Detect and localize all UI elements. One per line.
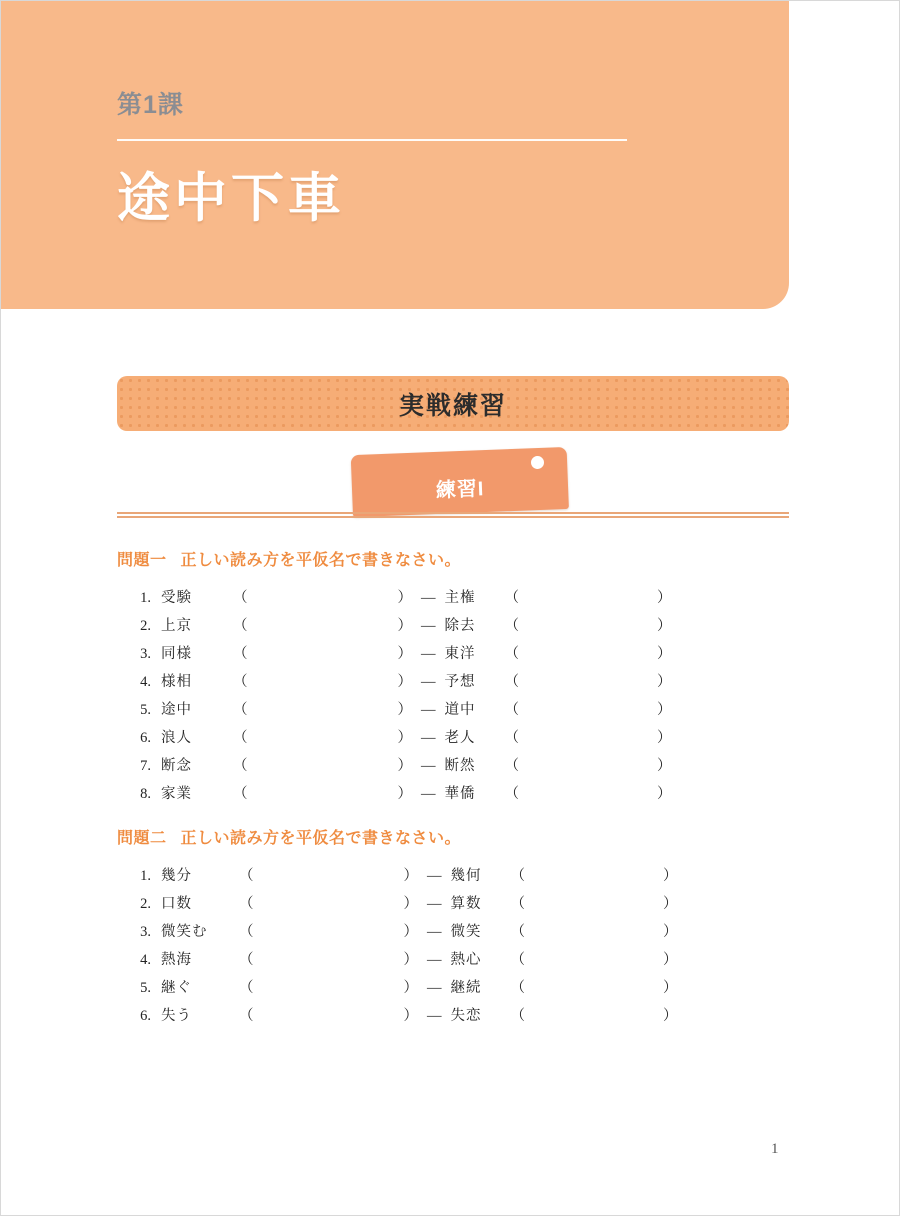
item-index: 5.	[140, 980, 151, 996]
list-item	[117, 948, 789, 976]
item-word-a: 家業	[161, 786, 192, 802]
item-word-a: 継ぐ	[161, 980, 192, 996]
practice-tab	[353, 451, 569, 513]
item-index: 4.	[140, 952, 151, 968]
dash-separator: —	[421, 730, 436, 746]
lesson-number: 第1課	[117, 91, 184, 119]
paren-close: ）	[403, 924, 418, 940]
section-banner	[117, 376, 789, 431]
item-word-b: 老人	[444, 730, 476, 746]
paren-close: ）	[397, 730, 412, 746]
section-double-rule	[117, 512, 789, 518]
paren-open: （	[233, 590, 248, 606]
dash-separator: —	[421, 702, 436, 718]
paren-open: （	[239, 980, 254, 996]
rule-line-bottom	[117, 516, 789, 518]
item-index: 8.	[140, 786, 151, 802]
item-word-b: 予想	[444, 674, 476, 690]
exercise-2-number: 問題二	[117, 830, 167, 847]
paren-close: ）	[663, 924, 678, 940]
paren-open: （	[239, 924, 254, 940]
item-word-b: 幾何	[450, 868, 482, 884]
paren-open: （	[504, 758, 519, 774]
dash-separator: —	[427, 924, 442, 940]
paren-close: ）	[397, 674, 412, 690]
paren-close: ）	[657, 758, 672, 774]
dash-separator: —	[427, 980, 442, 996]
paren-open: （	[239, 868, 254, 884]
item-word-a: 途中	[161, 702, 192, 718]
exercise-1-heading	[117, 547, 789, 570]
paren-open: （	[233, 618, 248, 634]
item-word-a: 微笑む	[161, 924, 208, 940]
list-item	[117, 864, 789, 892]
list-item	[117, 782, 789, 810]
list-item	[117, 726, 789, 754]
paren-open: （	[504, 674, 519, 690]
list-item	[117, 614, 789, 642]
item-word-a: 幾分	[161, 868, 192, 884]
practice-tab-label: 練習I	[435, 477, 485, 502]
list-item	[117, 920, 789, 948]
paren-open: （	[510, 952, 525, 968]
paren-open: （	[239, 952, 254, 968]
item-word-b: 断然	[444, 758, 476, 774]
item-word-a: 様相	[161, 674, 192, 690]
paren-open: （	[504, 618, 519, 634]
dash-separator: —	[421, 646, 436, 662]
list-item	[117, 642, 789, 670]
list-item	[117, 892, 789, 920]
dash-separator: —	[427, 952, 442, 968]
paren-close: ）	[403, 1008, 418, 1024]
paren-close: ）	[657, 730, 672, 746]
item-index: 4.	[140, 674, 151, 690]
paren-close: ）	[403, 868, 418, 884]
paren-open: （	[504, 590, 519, 606]
item-word-b: 除去	[444, 618, 476, 634]
exercise-block-2	[117, 825, 789, 1032]
paren-open: （	[504, 646, 519, 662]
item-index: 6.	[140, 730, 151, 746]
item-word-b: 道中	[444, 702, 476, 718]
dash-separator: —	[421, 786, 436, 802]
item-word-b: 東洋	[444, 646, 476, 662]
paren-close: ）	[663, 1008, 678, 1024]
exercise-2-heading	[117, 825, 789, 848]
item-word-a: 受験	[161, 590, 192, 606]
section-banner-label: 実戦練習	[398, 391, 507, 420]
item-index: 6.	[140, 1008, 151, 1024]
dash-separator: —	[421, 618, 436, 634]
paren-open: （	[510, 924, 525, 940]
page-number: 1	[771, 1141, 779, 1157]
paren-open: （	[504, 730, 519, 746]
item-word-a: 熱海	[161, 952, 192, 968]
item-index: 2.	[140, 618, 151, 634]
paren-close: ）	[397, 590, 412, 606]
lesson-title: 途中下車	[117, 169, 345, 228]
paren-open: （	[239, 1008, 254, 1024]
paren-close: ）	[663, 952, 678, 968]
paren-close: ）	[403, 896, 418, 912]
list-item	[117, 1004, 789, 1032]
item-word-b: 失恋	[450, 1008, 482, 1024]
paren-open: （	[510, 980, 525, 996]
paren-open: （	[510, 896, 525, 912]
item-word-b: 算数	[450, 896, 482, 912]
item-index: 7.	[140, 758, 151, 774]
paren-close: ）	[663, 868, 678, 884]
paren-close: ）	[657, 590, 672, 606]
paren-close: ）	[657, 618, 672, 634]
item-index: 1.	[140, 590, 151, 606]
dash-separator: —	[421, 674, 436, 690]
paren-close: ）	[397, 702, 412, 718]
item-index: 5.	[140, 702, 151, 718]
item-index: 3.	[140, 924, 151, 940]
exercise-2-instruction: 正しい読み方を平仮名で書きなさい。	[180, 830, 462, 847]
list-item	[117, 976, 789, 1004]
paren-close: ）	[657, 702, 672, 718]
paren-open: （	[233, 674, 248, 690]
paren-close: ）	[403, 952, 418, 968]
paren-close: ）	[657, 674, 672, 690]
paren-open: （	[510, 868, 525, 884]
paren-close: ）	[397, 618, 412, 634]
dash-separator: —	[427, 896, 442, 912]
dash-separator: —	[427, 1008, 442, 1024]
paren-close: ）	[397, 646, 412, 662]
paren-open: （	[233, 758, 248, 774]
exercise-2-items	[117, 864, 789, 1032]
paren-open: （	[510, 1008, 525, 1024]
paren-open: （	[233, 786, 248, 802]
list-item	[117, 698, 789, 726]
rule-line-top	[117, 512, 789, 514]
paren-close: ）	[403, 980, 418, 996]
item-index: 2.	[140, 896, 151, 912]
list-item	[117, 670, 789, 698]
paren-open: （	[239, 896, 254, 912]
list-item	[117, 586, 789, 614]
item-word-b: 華僑	[444, 786, 476, 802]
item-word-b: 熱心	[450, 952, 482, 968]
list-item	[117, 754, 789, 782]
exercise-1-instruction: 正しい読み方を平仮名で書きなさい。	[180, 552, 462, 569]
item-word-a: 口数	[161, 896, 192, 912]
item-word-a: 浪人	[161, 730, 192, 746]
item-index: 3.	[140, 646, 151, 662]
item-word-a: 上京	[161, 618, 192, 634]
item-word-a: 同様	[161, 646, 192, 662]
paren-open: （	[233, 730, 248, 746]
dash-separator: —	[421, 590, 436, 606]
exercise-block-1	[117, 547, 789, 810]
item-word-b: 継続	[450, 980, 482, 996]
item-word-a: 断念	[161, 758, 192, 774]
dash-separator: —	[421, 758, 436, 774]
paren-close: ）	[397, 786, 412, 802]
paren-open: （	[233, 702, 248, 718]
item-word-b: 微笑	[450, 924, 482, 940]
exercise-1-number: 問題一	[117, 552, 167, 569]
lesson-header-band	[1, 1, 789, 309]
paren-open: （	[233, 646, 248, 662]
paren-open: （	[504, 702, 519, 718]
exercise-1-items	[117, 586, 789, 810]
paren-close: ）	[657, 786, 672, 802]
item-word-b: 主権	[444, 590, 476, 606]
item-word-a: 失う	[161, 1008, 192, 1024]
paren-close: ）	[663, 980, 678, 996]
paren-close: ）	[663, 896, 678, 912]
paren-open: （	[504, 786, 519, 802]
paren-close: ）	[657, 646, 672, 662]
header-divider	[117, 139, 627, 141]
dash-separator: —	[427, 868, 442, 884]
paren-close: ）	[397, 758, 412, 774]
item-index: 1.	[140, 868, 151, 884]
